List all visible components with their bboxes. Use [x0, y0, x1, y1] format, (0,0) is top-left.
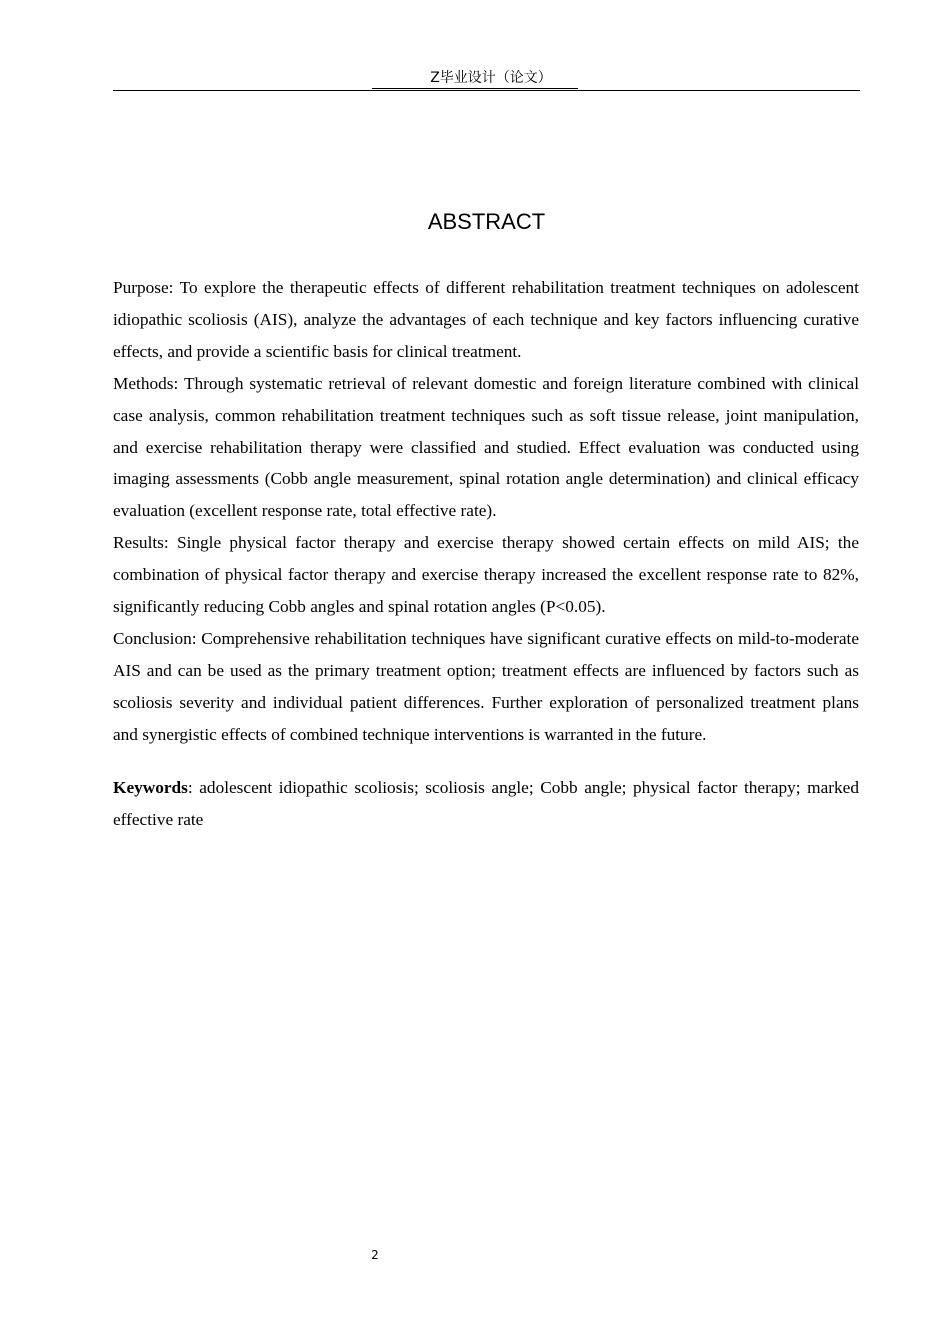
header-title: Z毕业设计（论文）	[372, 68, 578, 89]
keywords-list: : adolescent idiopathic scoliosis; scoliosis angle; Cobb angle; physical factor therapy; marked effective rate	[113, 777, 859, 829]
purpose-paragraph: Purpose: To explore the therapeutic effects of different rehabilitation treatment techniques on adolescent idiopathic scoliosis (AIS), analyze the advantages of each technique and key factors influencing curative effects, and provide a scientific basis for clinical treatment.	[113, 278, 859, 361]
page-header	[0, 68, 950, 89]
abstract-body	[113, 272, 859, 835]
conclusion-paragraph: Conclusion: Comprehensive rehabilitation techniques have significant curative effects on mild-to-moderate AIS and can be used as the primary treatment option; treatment effects are influenced by factors such as scoliosis severity and individual patient differences. Further exploration of personalized treatment plans and synergistic effects of combined technique interventions is warranted in the future.	[113, 628, 859, 744]
keywords-label: Keywords	[113, 777, 188, 797]
header-divider	[113, 90, 860, 91]
methods-paragraph: Methods: Through systematic retrieval of relevant domestic and foreign literature combined with clinical case analysis, common rehabilitation treatment techniques such as soft tissue release, joint manipulation, and exercise rehabilitation therapy were classified and studied. Effect evaluation was conducted using imaging assessments (Cobb angle measurement, spinal rotation angle determination) and clinical efficacy evaluation (excellent response rate, total effective rate).	[113, 373, 859, 521]
abstract-heading: ABSTRACT	[427, 209, 546, 234]
keywords-paragraph	[113, 772, 859, 836]
page-number: 2	[371, 1248, 379, 1262]
results-paragraph: Results: Single physical factor therapy and exercise therapy showed certain effects on mild AIS; the combination of physical factor therapy and exercise therapy increased the excellent response rate to 82%, significantly reducing Cobb angles and spinal rotation angles (P<0.05).	[113, 533, 859, 617]
